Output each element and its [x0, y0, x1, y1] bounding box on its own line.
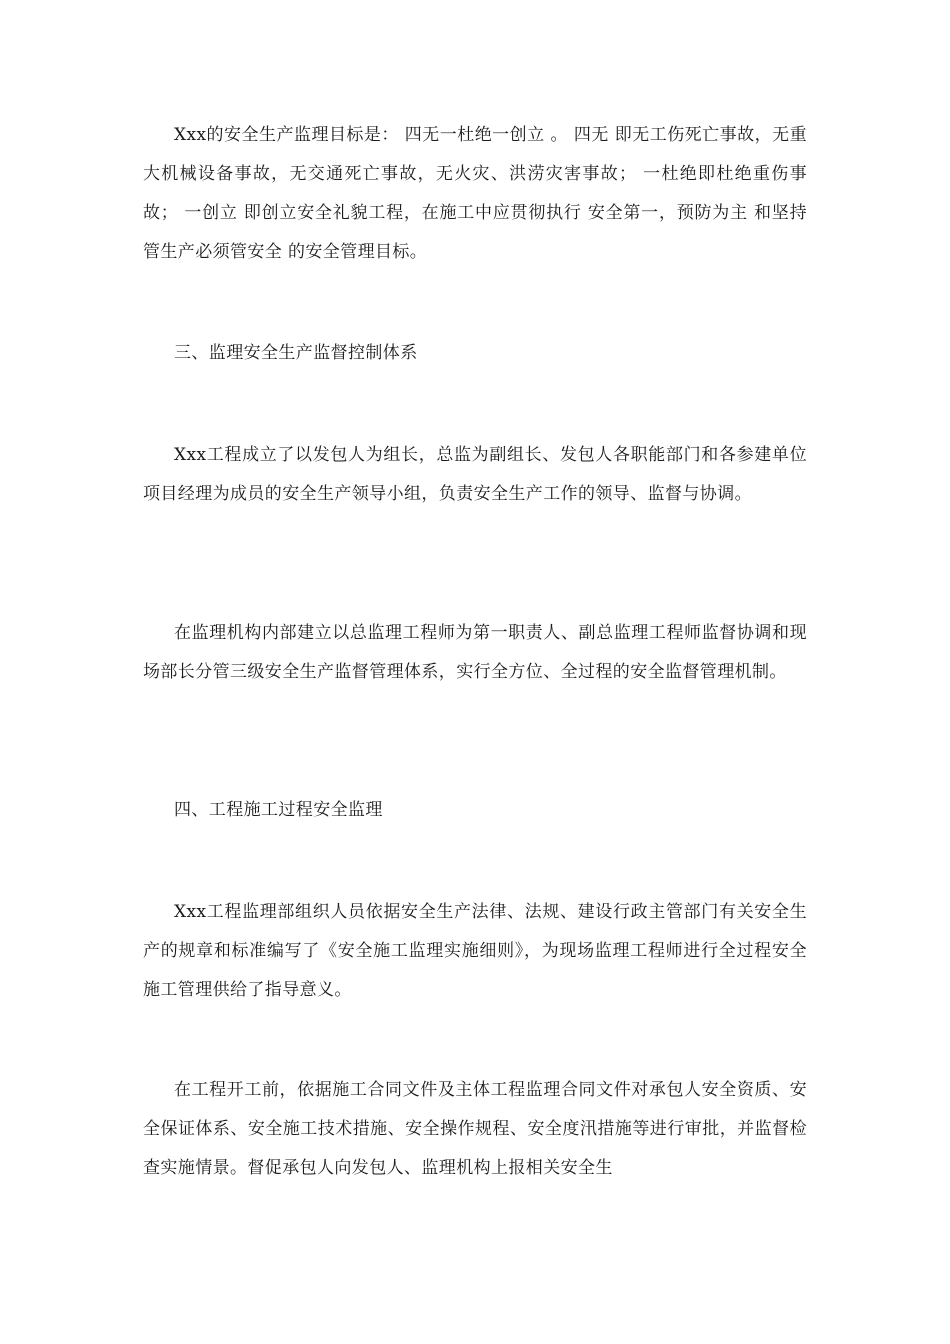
section-heading-4: 四、工程施工过程安全监理	[174, 800, 383, 820]
paragraph-leadership-group: Xxx工程成立了以发包人为组长，总监为副组长、发包人各职能部门和各参建单位项目经理为成员的安全生产领导小组，负责安全生产工作的领导、监督与协调。	[143, 445, 807, 504]
paragraph-supervision-system: 在监理机构内部建立以总监理工程师为第一职责人、副总监理工程师监督协调和现场部长分管三级安全生产监督管理体系，实行全方位、全过程的安全监督管理机制。	[143, 623, 807, 682]
section-heading-3: 三、监理安全生产监督控制体系	[174, 343, 418, 363]
paragraph-implementation-rules: Xxx工程监理部组织人员依据安全生产法律、法规、建设行政主管部门有关安全生产的规章和标准编写了《安全施工监理实施细则》，为现场监理工程师进行全过程安全施工管理供给了指导意义。	[143, 902, 807, 1000]
paragraph-preconstruction-review: 在工程开工前，依据施工合同文件及主体工程监理合同文件对承包人安全资质、安全保证体系、安全施工技术措施、安全操作规程、安全度汛措施等进行审批，并监督检查实施情景。督促承包人向发包人、监理机构上报相关安全生	[143, 1080, 807, 1178]
paragraph-safety-goals: Xxx的安全生产监理目标是： 四无一杜绝一创立 。 四无 即无工伤死亡事故，无重大机械设备事故，无交通死亡事故，无火灾、洪涝灾害事故； 一杜绝即杜绝重伤事故； 一创立 即创立安全礼貌工程，在施工中应贯彻执行 安全第一，预防为主 和坚持 管生产必须管安全 的安全管理目标。	[143, 125, 807, 262]
